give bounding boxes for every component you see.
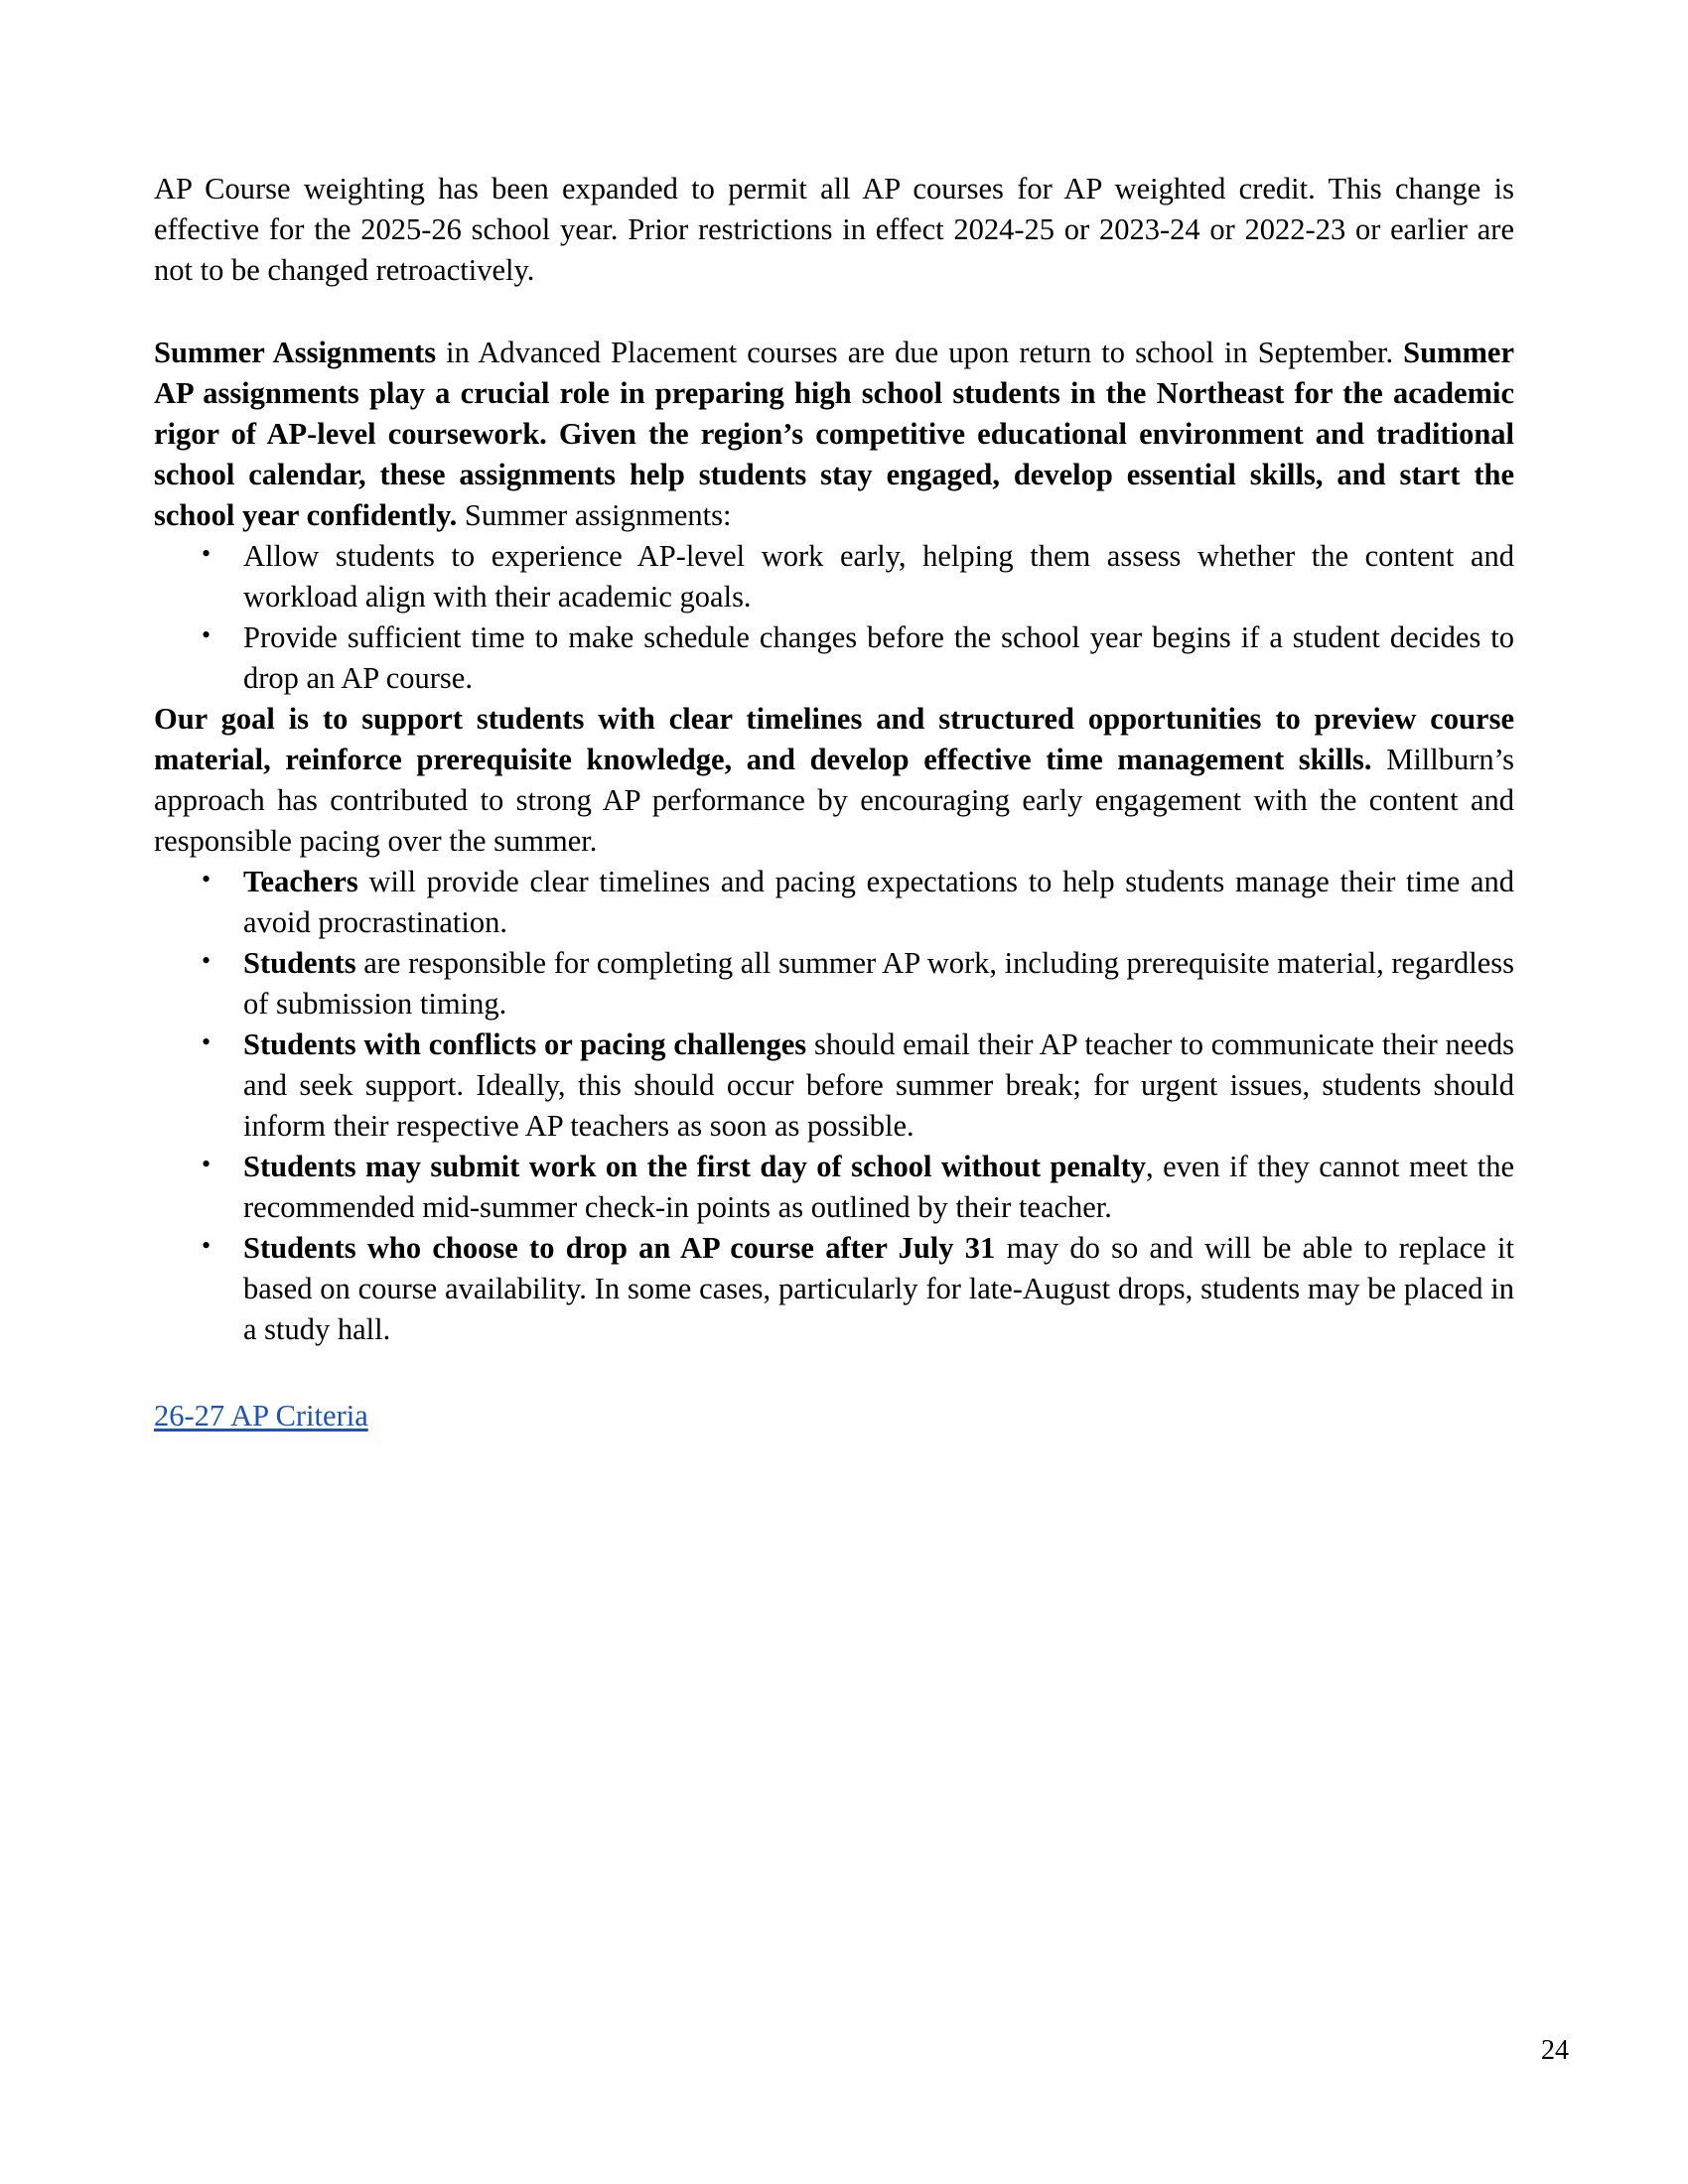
bullet-text: will provide clear timelines and pacing expectations to help students manage their time and avoid procrastination. xyxy=(243,865,1514,940)
page-number: 24 xyxy=(1541,2035,1569,2066)
bullet-lead-bold: Teachers xyxy=(243,865,358,899)
bullet-text: Provide sufficient time to make schedule changes before the school year begins if a student decides to drop an AP course. xyxy=(243,620,1514,696)
bullet-text: are responsible for completing all summer AP work, including prerequisite material, regardless of submission timing. xyxy=(243,946,1514,1022)
summer-assignments-lead-bold: Summer Assignments xyxy=(154,336,437,370)
bullet-lead-bold: Students who choose to drop an AP course after July 31 xyxy=(243,1231,996,1266)
list-item xyxy=(154,862,1514,943)
bullet-text: should email their AP teacher to communicate their needs and seek support. Ideally, this should occur before summer break; for urgent issues, students should inform their respective AP teachers as soon as possible. xyxy=(243,1027,1515,1144)
summer-assignments-paragraph xyxy=(154,333,1514,536)
list-item xyxy=(154,617,1514,699)
document-body xyxy=(154,169,1514,1436)
criteria-link-row xyxy=(154,1396,1514,1436)
bullet-text: Allow students to experience AP-level work early, helping them assess whether the content and workload align with their academic goals. xyxy=(243,539,1514,614)
goal-paragraph-bold: Our goal is to support students with clear timelines and structured opportunities to preview course material, reinforce prerequisite knowledge, and develop effective time management skills. xyxy=(154,702,1514,777)
ap-criteria-link[interactable]: 26-27 AP Criteria xyxy=(154,1399,368,1433)
summer-assignments-lead-rest: in Advanced Placement courses are due upon return to school in September. xyxy=(436,336,1404,370)
bullet-lead-bold: Students xyxy=(243,946,356,981)
bullet-lead-bold: Students with conflicts or pacing challenges xyxy=(243,1027,807,1062)
list-item xyxy=(154,1228,1514,1350)
list-item xyxy=(154,536,1514,617)
list-item xyxy=(154,1147,1514,1228)
summer-assignments-body-bold: Summer AP assignments play a crucial role in preparing high school students in the Northeast for the academic rigor of AP-level coursework. Given the region’s competitive educational environment and traditional school calendar, these assignments help students stay engaged, develop essential skills, and start the school year confidently. xyxy=(154,336,1514,533)
bullet-text: , even if they cannot meet the recommended mid-summer check-in points as outlined by their teacher. xyxy=(243,1150,1514,1225)
summer-assignment-bullet-list xyxy=(154,536,1514,699)
expectation-bullet-list xyxy=(154,862,1514,1350)
goal-paragraph xyxy=(154,699,1514,862)
summer-assignments-body-rest: Summer assignments: xyxy=(457,498,732,533)
bullet-lead-bold: Students may submit work on the first day of school without penalty xyxy=(243,1150,1147,1184)
bullet-text: may do so and will be able to replace it based on course availability. In some cases, particularly for late-August drops, students may be placed in a study hall. xyxy=(243,1231,1514,1347)
list-item xyxy=(154,943,1514,1024)
goal-paragraph-rest: Millburn’s approach has contributed to strong AP performance by encouraging early engagement with the content and responsible pacing over the summer. xyxy=(154,743,1514,859)
intro-paragraph: AP Course weighting has been expanded to permit all AP courses for AP weighted credit. This change is effective for the 2025-26 school year. Prior restrictions in effect 2024-25 or 2023-24 or 2022-23 or earlier are not to be changed retroactively. xyxy=(154,172,1514,288)
list-item xyxy=(154,1024,1514,1147)
